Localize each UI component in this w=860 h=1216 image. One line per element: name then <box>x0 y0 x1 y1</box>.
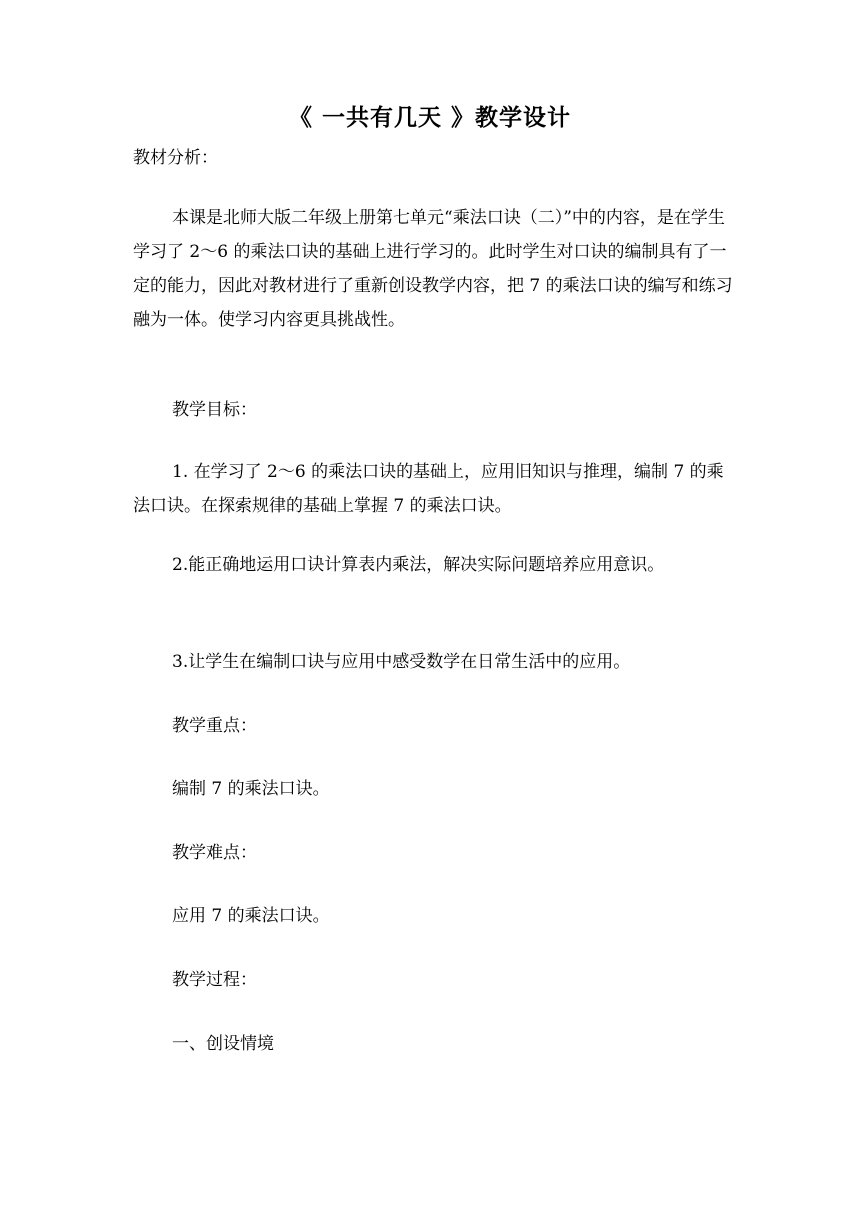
difficulty-body: 应用 7 的乘法口诀。 <box>172 906 330 926</box>
analysis-paragraph: 本课是北师大版二年级上册第七单元“乘法口诀（二）”中的内容，是在学生学习了 2～6 的乘法口诀的基础上进行学习的。此时学生对口诀的编制具有了一定的能力，因此对教材进行了重新创设教学内容，把 7 的乘法口诀的编写和练习融为一体。使学习内容更具挑战性。 <box>133 208 733 330</box>
key-point-body: 编制 7 的乘法口诀。 <box>172 779 330 799</box>
document-title: 《 一共有几天 》教学设计 <box>288 105 571 131</box>
difficulty-heading: 教学难点： <box>172 843 257 863</box>
process-heading: 教学过程： <box>172 970 257 990</box>
key-point-heading: 教学重点： <box>172 716 257 736</box>
goal-item-2: 2.能正确地运用口诀计算表内乘法，解决实际问题培养应用意识。 <box>172 555 665 575</box>
goal-item-1: 1. 在学习了 2～6 的乘法口诀的基础上，应用旧知识与推理，编制 7 的乘法口诀。在探索规律的基础上掌握 7 的乘法口诀。 <box>133 462 724 516</box>
goals-heading: 教学目标： <box>172 400 257 420</box>
process-step-1: 一、创设情境 <box>172 1034 274 1054</box>
goal-item-3: 3.让学生在编制口诀与应用中感受数学在日常生活中的应用。 <box>172 652 631 672</box>
analysis-heading: 教材分析： <box>133 148 218 168</box>
